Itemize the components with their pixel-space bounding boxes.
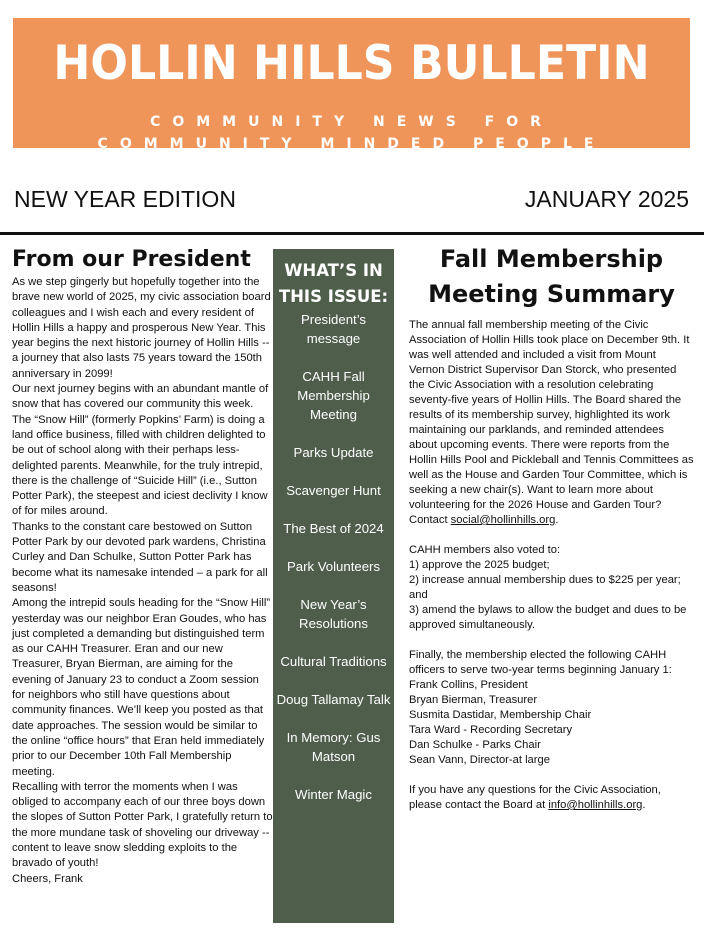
officer-item: Bryan Bierman, Treasurer — [409, 694, 538, 706]
president-body — [12, 275, 274, 887]
officer-item: Sean Vann, Director-at large — [409, 754, 550, 766]
contact-paragraph — [409, 783, 694, 813]
contents-heading: WHAT’S IN THIS ISSUE: — [278, 261, 389, 306]
info-email-link[interactable]: info@hollinhills.org — [548, 799, 643, 811]
president-signoff: Cheers, Frank — [12, 872, 83, 885]
contents-item: In Memory: Gus Matson — [286, 730, 381, 764]
president-paragraph: Thanks to the constant care bestowed on Sutton Potter Park by our devoted park wardens, Christina Curley and Dan Schulke, Sutton Potter Park has become what its namesake intended – a park for all seasons! — [12, 520, 268, 594]
contents-item: President’s message — [301, 312, 366, 346]
edition-label: NEW YEAR EDITION — [14, 186, 236, 212]
header-divider — [0, 232, 704, 235]
contents-item: New Year’s Resolutions — [299, 597, 368, 631]
officer-item: Susmita Dastidar, Membership Chair — [409, 709, 592, 721]
masthead-banner — [13, 18, 690, 152]
contents-item: Scavenger Hunt — [286, 483, 381, 498]
fall-meeting-body — [409, 318, 694, 813]
contents-item: Cultural Traditions — [280, 654, 387, 669]
president-paragraph: Recalling with terror the moments when I was obliged to accompany each of our three boys down the slopes of Sutton Potter Park, I gratefully return to the more mundane task of shoveling our driveway -- content to leave snow sledding exploits to the bravado of youth! — [12, 780, 273, 870]
fall-meeting-intro: The annual fall membership meeting of the Civic Association of Hollin Hills took place on December 9th. It was well attended and included a visit from Mount Vernon District Supervisor Dan Storck, who presented the Civic Association with a resolution celebrating seventy-five years of Hollin Hills. The Board shared the results of its membership survey, highlighted its work maintaining our parklands, and reminded attendees about upcoming events. There were reports from the Hollin Hills Pool and Pickleball and Tennis Committees as well as the House and Garden Tour Committee, which is seeking a new chair(s). Want to learn more about volunteering for the 2026 House and Garden Tour? Contact — [409, 319, 694, 526]
president-paragraph: As we step gingerly but hopefully together into the brave new world of 2025, my civic association board colleagues and I wish each and every resident of Hollin Hills a happy and prosperous New Year. This year begins the next historic journey of Hollin Hills -- a journey that also lasts 75 years toward the 150th anniversary in 2099! — [12, 276, 271, 380]
spacer — [409, 768, 694, 783]
vote-item: 1) approve the 2025 budget; — [409, 559, 550, 571]
punctuation: . — [642, 799, 646, 811]
spacer — [409, 633, 694, 648]
punctuation: . — [555, 514, 559, 526]
president-paragraph: Our next journey begins with an abundant mantle of snow that has covered our community this week. The “Snow Hill” (formerly Popkins’ Farm) is doing a land office business, filled with children delighted to be out of school along with their perhaps less-delighted parents. Meanwhile, for the truly intrepid, there is the challenge of “Suicide Hill” (i.e., Sutton Potter Park), the steepest and iciest declivity I know of for miles around. — [12, 383, 269, 518]
contents-sidebar — [273, 249, 394, 923]
officer-item: Dan Schulke - Parks Chair — [409, 739, 541, 751]
officers-intro: Finally, the membership elected the following CAHH officers to serve two-year terms beginning January 1: — [409, 649, 672, 676]
president-paragraph: Among the intrepid souls heading for the “Snow Hill” yesterday was our neighbor Eran Goudes, who has just completed a demanding but distinguished term as our CAHH Treasurer. Eran and our new Treasurer, Bryan Bierman, are aiming for the evening of January 23 to conduct a Zoom session for neighbors who still have questions about community finances. We’ll keep you posted as that date approaches. The session would be similar to the online “office hours” that Eran held immediately prior to our December 10th Fall Membership meeting. — [12, 597, 271, 778]
fall-meeting-paragraph — [409, 318, 694, 528]
spacer — [409, 528, 694, 543]
contents-list — [273, 310, 394, 823]
contents-item: Doug Tallamay Talk — [276, 692, 391, 707]
social-email-link[interactable]: social@hollinhills.org — [450, 514, 556, 526]
officer-item: Tara Ward - Recording Secretary — [409, 724, 573, 736]
contents-item: Winter Magic — [295, 787, 372, 802]
fall-meeting-heading: Fall Membership Meeting Summary — [428, 245, 675, 308]
president-column — [12, 246, 274, 887]
contents-item: Park Volunteers — [286, 559, 381, 574]
officer-item: Frank Collins, President — [409, 679, 528, 691]
masthead-title: HOLLIN HILLS BULLETIN — [53, 36, 650, 91]
contents-item: CAHH Fall Membership Meeting — [297, 369, 370, 422]
vote-item: 2) increase annual membership dues to $225 per year; and — [409, 574, 681, 601]
contents-item: The Best of 2024 — [283, 521, 384, 536]
masthead-subtitle-line2: COMMUNITY MINDED PEOPLE — [97, 136, 606, 152]
masthead-subtitle-line1: COMMUNITY NEWS FOR — [150, 114, 553, 130]
contact-text: If you have any questions for the Civic Association, please contact the Board at — [409, 784, 661, 811]
president-heading: From our President — [12, 247, 251, 272]
vote-item: 3) amend the bylaws to allow the budget and dues to be approved simultaneously. — [409, 604, 687, 631]
votes-intro: CAHH members also voted to: — [409, 544, 561, 556]
contents-item: Parks Update — [293, 445, 374, 460]
fall-meeting-column — [409, 242, 694, 813]
issue-date: JANUARY 2025 — [524, 186, 689, 212]
